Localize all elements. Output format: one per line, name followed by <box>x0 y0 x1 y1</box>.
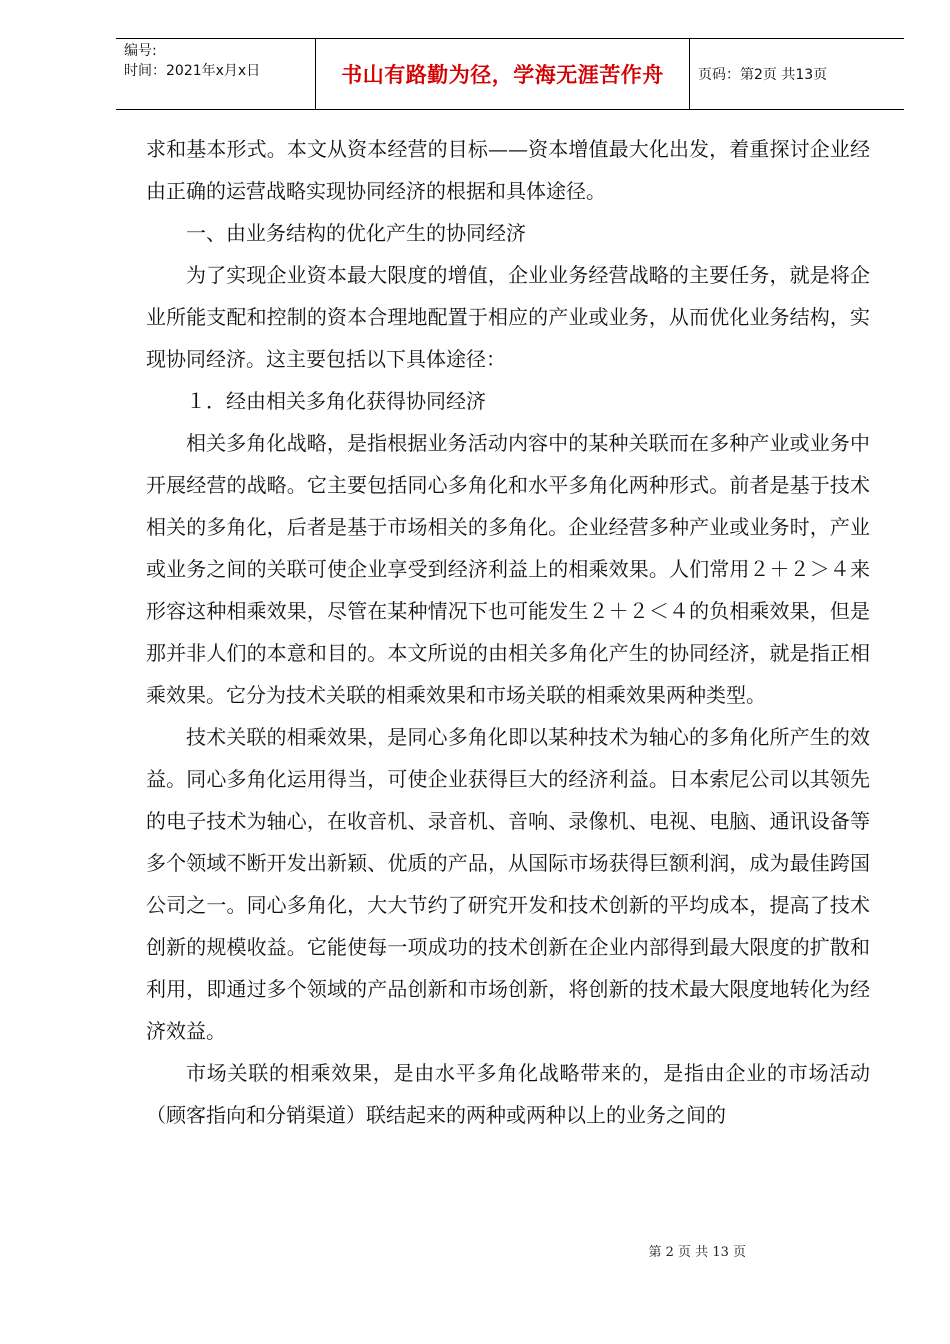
header-meta-cell <box>116 39 316 109</box>
paragraph-continued: 求和基本形式。本文从资本经营的目标——资本增值最大化出发，着重探讨企业经由正确的运营战略实现协同经济的根据和具体途径。 <box>146 137 870 203</box>
subsection-heading: １．经由相关多角化获得协同经济 <box>186 389 486 413</box>
paragraph: 为了实现企业资本最大限度的增值，企业业务经营战略的主要任务，就是将企业所能支配和控制的资本合理地配置于相应的产业或业务，从而优化业务结构，实现协同经济。这主要包括以下具体途径： <box>146 263 870 371</box>
header-table <box>116 38 904 110</box>
section-heading: 一、由业务结构的优化产生的协同经济 <box>186 221 526 245</box>
document-body <box>146 128 870 1136</box>
header-motto: 书山有路勤为径，学海无涯苦作舟 <box>316 39 690 109</box>
document-number-label: 编号: <box>124 43 157 59</box>
paragraph: 市场关联的相乘效果，是由水平多角化战略带来的，是指由企业的市场活动（顾客指向和分销渠道）联结起来的两种或两种以上的业务之间的 <box>146 1061 870 1127</box>
document-time-label: 时间：2021年x月x日 <box>124 63 261 79</box>
paragraph: 相关多角化战略，是指根据业务活动内容中的某种关联而在多种产业或业务中开展经营的战略。它主要包括同心多角化和水平多角化两种形式。前者是基于技术相关的多角化，后者是基于市场相关的多角化。企业经营多种产业或业务时，产业或业务之间的关联可使企业享受到经济利益上的相乘效果。人们常用２＋２＞４来形容这种相乘效果，尽管在某种情况下也可能发生２＋２＜４的负相乘效果，但是那并非人们的本意和目的。本文所说的由相关多角化产生的协同经济，就是指正相乘效果。它分为技术关联的相乘效果和市场关联的相乘效果两种类型。 <box>146 431 870 707</box>
paragraph: 技术关联的相乘效果，是同心多角化即以某种技术为轴心的多角化所产生的效益。同心多角化运用得当，可使企业获得巨大的经济利益。日本索尼公司以其领先的电子技术为轴心，在收音机、录音机、音响、录像机、电视、电脑、通讯设备等多个领域不断开发出新颖、优质的产品，从国际市场获得巨额利润，成为最佳跨国公司之一。同心多角化，大大节约了研究开发和技术创新的平均成本，提高了技术创新的规模收益。它能使每一项成功的技术创新在企业内部得到最大限度的扩散和利用，即通过多个领域的产品创新和市场创新，将创新的技术最大限度地转化为经济效益。 <box>146 725 870 1043</box>
header-page-info: 页码：第2页 共13页 <box>698 67 828 83</box>
page-footer: 第 2 页 共 13 页 <box>648 1245 746 1260</box>
